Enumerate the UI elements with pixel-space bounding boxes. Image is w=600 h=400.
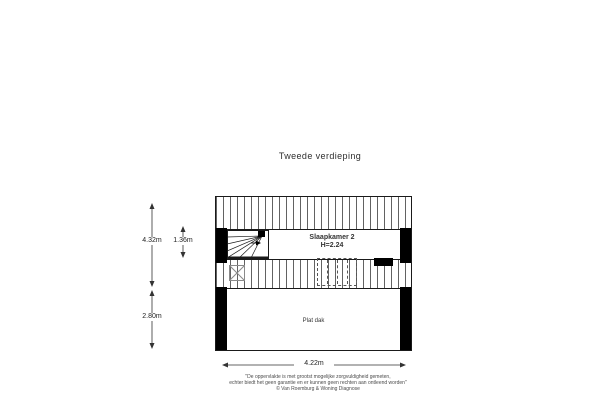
disclaimer bbox=[118, 374, 518, 392]
stair-newel bbox=[258, 231, 265, 237]
wall-left-room bbox=[216, 228, 227, 263]
room-name: Slaapkamer 2 bbox=[309, 234, 355, 241]
flat-roof-label: Plat dak bbox=[302, 318, 325, 324]
dimension-left-inner: 1.36m bbox=[165, 237, 201, 245]
skylight-cross-icon bbox=[229, 265, 245, 281]
dimension-left-total: 4.32m bbox=[134, 237, 170, 245]
wall-left-flat-roof bbox=[216, 287, 227, 350]
staircase-icon bbox=[227, 230, 269, 259]
wall-right-room bbox=[400, 228, 411, 263]
room-height: H=2.24 bbox=[320, 242, 344, 249]
wall-right-flat-roof bbox=[400, 287, 411, 350]
disclaimer-line-1: "De oppervlakte is met grootst mogelijke zorgvuldigheid gemeten, bbox=[245, 374, 391, 380]
floorplan bbox=[215, 196, 412, 351]
roof-window-dashed bbox=[317, 258, 357, 286]
chimney-block bbox=[374, 258, 393, 266]
sloped-roof-top bbox=[216, 197, 411, 230]
disclaimer-line-3: © Van Roemburg & Woning Diagnose bbox=[276, 386, 360, 392]
dim-line-left-total bbox=[150, 203, 155, 287]
page-title: Tweede verdieping bbox=[278, 151, 362, 161]
room-label bbox=[252, 234, 412, 250]
dimension-bottom: 4.22m bbox=[294, 360, 334, 368]
dimension-left-lower: 2.80m bbox=[134, 313, 170, 321]
disclaimer-line-2: echter biedt het geen garantie en er kunnen geen rechten aan ontleend worden" bbox=[229, 380, 407, 386]
